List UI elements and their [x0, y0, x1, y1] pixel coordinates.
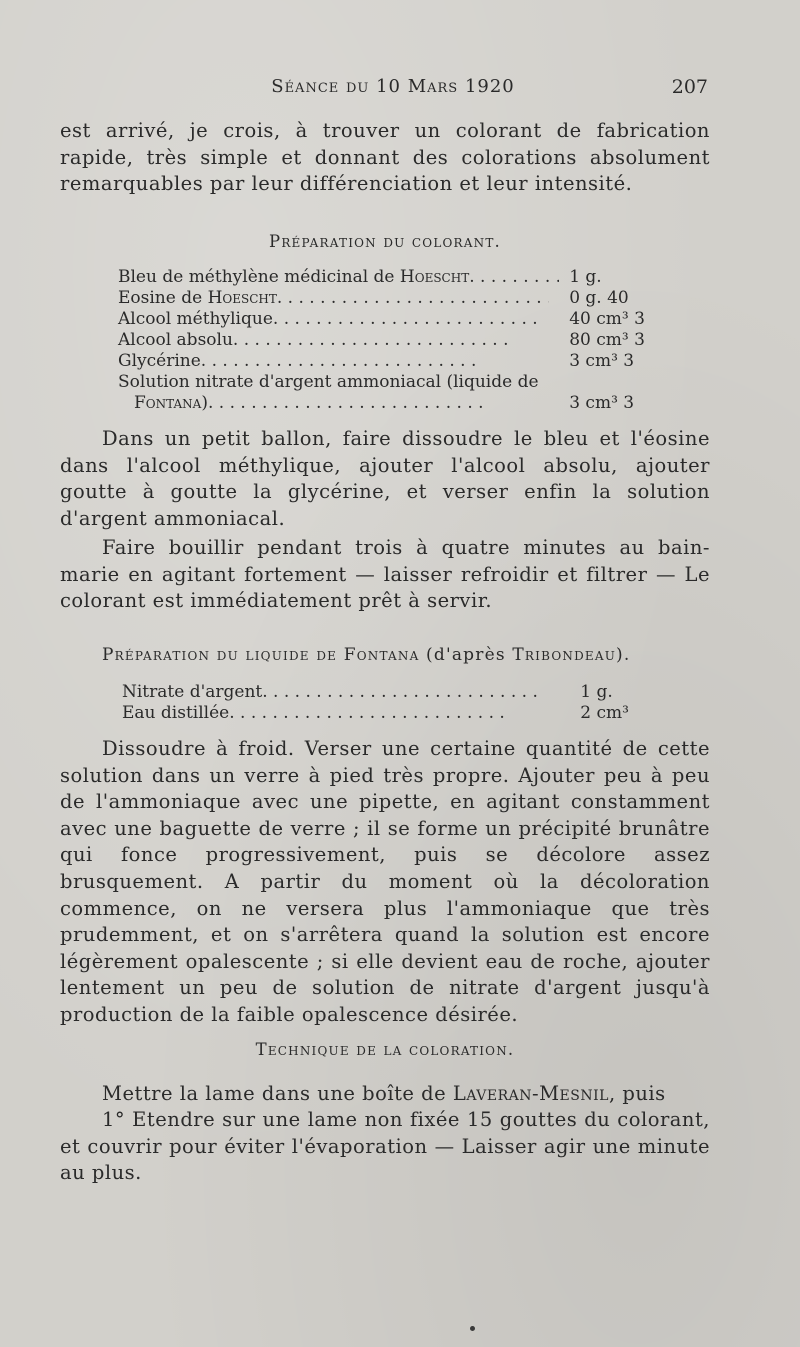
recipe-row	[118, 267, 645, 288]
ingredient-name: Solution nitrate d'argent ammoniacal (liquide de	[118, 372, 539, 392]
ingredient-name: Eosine de	[118, 288, 208, 308]
dot-leader	[208, 393, 533, 414]
dot-leader	[262, 682, 570, 703]
dot-leader	[277, 288, 549, 309]
ingredient-qty: 0 g. 40	[569, 288, 629, 308]
heading-text: (d'après	[419, 645, 513, 665]
section-heading-technique: Technique de la coloration.	[255, 1040, 515, 1059]
author-name: Laveran-Mesnil	[452, 1082, 609, 1105]
recipe-row	[122, 703, 629, 724]
author-name: Tribondeau	[512, 645, 617, 665]
page-header	[78, 76, 708, 104]
recipe-row	[118, 351, 645, 372]
heading-text: ).	[616, 645, 631, 665]
ingredient-name: Glycérine	[118, 351, 201, 371]
author-name: Fontana	[343, 645, 420, 665]
recipe-row	[118, 288, 645, 309]
paragraph-text: Mettre la lame dans une boîte de	[102, 1082, 453, 1105]
heading-text: Préparation du liquide de	[102, 645, 344, 665]
ingredient-qty: 80 cm³ 3	[569, 330, 645, 350]
paragraph-text: , puis	[608, 1082, 666, 1105]
recipe-row	[118, 330, 645, 351]
recipe-row	[122, 682, 629, 703]
recipe-row	[118, 372, 645, 393]
author-name: Fontana	[134, 393, 202, 413]
technique-paragraph-2: 1° Etendre sur une lame non fixée 15 gouttes du colorant, et couvrir pour éviter l'évaporation — Laisser agir une minute au plus.	[60, 1108, 710, 1185]
method-paragraph-2: Faire bouillir pendant trois à quatre minutes au bain-marie en agitant fortement — laisser refroidir et filtrer — Le colorant est immédiatement prêt à servir.	[60, 536, 710, 613]
ingredient-qty: 1 g.	[569, 267, 602, 287]
dot-leader	[233, 330, 538, 351]
section-heading-fontana	[60, 645, 710, 665]
recipe-row	[118, 393, 645, 414]
ingredient-name: Alcool méthylique	[118, 309, 273, 329]
dissolution-paragraph: Dissoudre à froid. Verser une certaine quantité de cette solution dans un verre à pied très propre. Ajouter peu à peu de l'ammoniaque avec une pipette, en agitant constamment avec une baguette de verre ; il se forme un précipité brunâtre qui fonce progressivement, puis se décolore assez brusquement. A partir du moment où la décoloration commence, on ne versera plus l'ammoniaque que très prudemment, et on s'arrêtera quand la solution est encore légèrement opalescente ; si elle devient eau de roche, ajouter lentement un peu de solution de nitrate d'argent jusqu'à production de la faible opalescence désirée.	[60, 737, 710, 1026]
section-heading-colorant: Préparation du colorant.	[269, 232, 501, 251]
page-number: 207	[671, 76, 708, 98]
ingredient-name: Nitrate d'argent	[122, 682, 263, 702]
technique-paragraph-1	[60, 1081, 710, 1108]
dot-leader	[201, 351, 541, 372]
intro-paragraph: est arrivé, je crois, à trouver un colorant de fabrication rapide, très simple et donnant des colorations absolument remarquables par leur différenciation et leur intensité.	[60, 119, 710, 196]
ingredient-qty: 3 cm³ 3	[569, 393, 635, 413]
fontana-recipe-table	[122, 682, 629, 724]
print-speck	[470, 1326, 475, 1331]
ingredient-qty: 3 cm³ 3	[569, 351, 635, 371]
running-title: Séance du 10 Mars 1920	[271, 76, 515, 97]
ingredient-qty: 40 cm³ 3	[569, 309, 645, 329]
ingredient-name: )	[201, 393, 208, 413]
recipe-row	[118, 309, 645, 330]
dot-leader	[273, 309, 541, 330]
ingredient-name: Eau distillée	[122, 703, 230, 723]
method-paragraph-1: Dans un petit ballon, faire dissoudre le bleu et l'éosine dans l'alcool méthylique, ajouter l'alcool absolu, ajouter goutte à goutte la glycérine, et verser enfin la solution d'argent ammoniacal.	[60, 427, 710, 530]
ingredient-name: Bleu de méthylène médicinal de	[118, 267, 400, 287]
dot-leader	[229, 703, 569, 724]
ingredient-name: Alcool absolu	[118, 330, 233, 350]
colorant-recipe-table	[118, 267, 645, 414]
author-name: Hoescht	[399, 267, 470, 287]
dot-leader	[469, 267, 559, 288]
ingredient-qty: 2 cm³	[580, 703, 629, 723]
ingredient-qty: 1 g.	[580, 682, 613, 702]
author-name: Hoescht	[207, 288, 277, 308]
